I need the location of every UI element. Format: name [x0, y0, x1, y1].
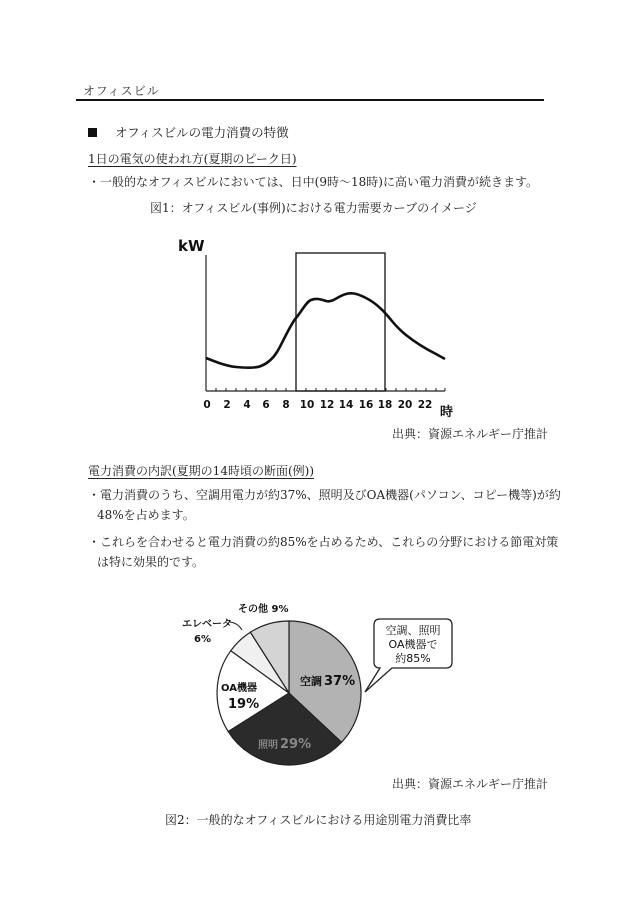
figure1-caption: 図1：オフィスビル(事例)における電力需要カーブのイメージ	[150, 201, 477, 215]
label-oa-pct: 19%	[228, 697, 260, 712]
figure2-caption: 図2：一般的なオフィスビルにおける用途別電力消費比率	[165, 813, 472, 827]
label-ac-pct: 37%	[324, 674, 356, 689]
svg-text:0: 0	[203, 399, 211, 411]
breakdown-bullet-1-line-2: 48%を占めます。	[97, 508, 195, 522]
label-ac-name: 空調	[300, 675, 322, 688]
svg-text:22: 22	[417, 399, 433, 411]
power-demand-curve-chart	[170, 230, 470, 430]
label-oa-name: OA機器	[221, 683, 257, 694]
callout-line-1: 空調、照明	[385, 624, 441, 637]
label-other: その他 9%	[238, 604, 289, 615]
breakdown-bullet-2-line-1: ・これらを合わせると電力消費の約85%を占めるため、これらの分野における節電対策	[88, 535, 559, 549]
power-usage-pie-chart	[160, 595, 470, 775]
x-tick-labels	[203, 399, 432, 411]
square-bullet-icon	[88, 128, 97, 137]
svg-text:14: 14	[338, 399, 354, 411]
callout-line-2: OA機器で	[388, 638, 438, 651]
label-elevator-pct: 6%	[194, 634, 211, 645]
svg-text:6: 6	[262, 399, 270, 411]
svg-text:8: 8	[282, 399, 290, 411]
label-lighting-pct: 29%	[280, 737, 312, 752]
figure1-source: 出典：資源エネルギー庁推計	[392, 427, 549, 441]
x-axis-label: 時	[440, 405, 454, 420]
svg-text:12: 12	[319, 399, 335, 411]
label-elevator-name: エレベータ	[182, 619, 232, 630]
page-header-title: オフィスビル	[83, 84, 160, 98]
svg-text:16: 16	[358, 399, 374, 411]
demand-curve-line	[206, 293, 445, 367]
peak-hours-box	[296, 253, 385, 391]
figure2-source: 出典：資源エネルギー庁推計	[392, 777, 549, 791]
svg-text:20: 20	[397, 399, 413, 411]
daily-usage-heading: 1日の電気の使われ方(夏期のピーク日)	[88, 152, 297, 166]
svg-text:4: 4	[243, 399, 251, 411]
y-axis-label: kW	[178, 237, 205, 255]
callout-line-3: 約85%	[395, 652, 431, 665]
svg-text:18: 18	[377, 399, 393, 411]
breakdown-heading: 電力消費の内訳(夏期の14時頃の断面(例))	[88, 464, 314, 478]
section-title	[88, 123, 289, 141]
breakdown-bullet-2-line-2: は特に効果的です。	[97, 555, 205, 569]
svg-text:10: 10	[299, 399, 315, 411]
header-divider	[76, 99, 544, 101]
breakdown-bullet-1-line-1: ・電力消費のうち、空調用電力が約37%、照明及びOA機器(パソコン、コピー機等)が約	[88, 488, 561, 502]
section-title-text: オフィスビルの電力消費の特徴	[115, 125, 289, 140]
daily-usage-bullet: ・一般的なオフィスビルにおいては、日中(9時〜18時)に高い電力消費が続きます。	[88, 175, 538, 189]
svg-text:2: 2	[223, 399, 231, 411]
label-lighting-name: 照明	[258, 740, 278, 751]
